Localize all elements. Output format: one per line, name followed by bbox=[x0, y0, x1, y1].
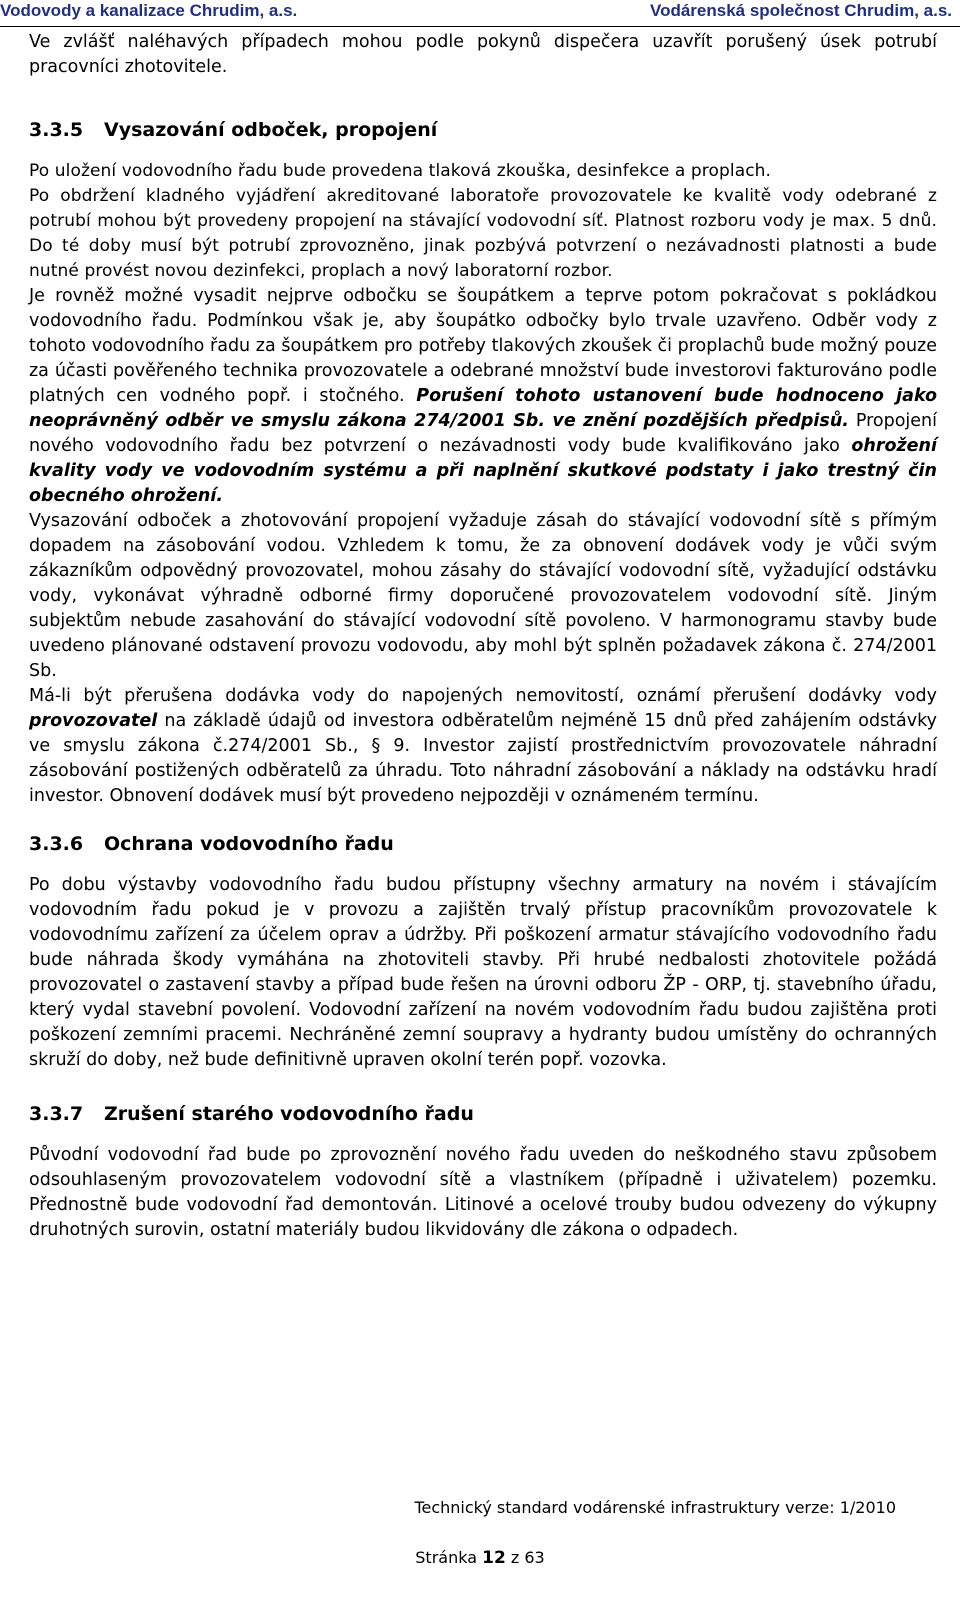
s335-paragraph-5: Má-li být přerušena dodávka vody do napojených nemovitostí, oznámí přerušení dodávky vody provozovatel na základě údajů od investora odběratelům nejméně 15 dnů před zahájením odstávky ve smyslu zákona č.274/2001 Sb., § 9. Investor zajistí prostřednictvím provozovatele náhradní zásobování postižených odběratelů za úhradu. Toto náhradní zásobování a náklady na odstávku hradí investor. Obnovení dodávek musí být provedeno nejpozději v oznámeném termínu. bbox=[29, 686, 937, 806]
document-body bbox=[29, 30, 937, 1243]
provozovatel-emphasis: provozovatel bbox=[29, 711, 158, 731]
header-right-company: Vodárenská společnost Chrudim, a.s. bbox=[650, 1, 952, 20]
section-3-3-5-heading bbox=[29, 115, 937, 145]
s335-paragraph-4: Vysazování odboček a zhotovování propojení vyžaduje zásah do stávající vodovodní sítě s přímým dopadem na zásobování vodou. Vzhledem k tomu, že za obnovení dodávek vody je vůči svým zákazníkům odpovědný provozovatel, mohou zásahy do stávající vodovodní sítě, vyžadující odstávku vody, vykonávat výhradně odborné firmy doporučené provozovatelem vodovodní sítě. Jiným subjektům nebude zasahování do stávající vodovodní sítě povoleno. V harmonogramu stavby bude uvedeno plánované odstavení provozu vodovodu, aby mohl být splněn požadavek zákona č. 274/2001 Sb. bbox=[29, 511, 937, 681]
warning-text-unauthorized: Porušení tohoto ustanovení bude hodnoceno jako neoprávněný odběr ve smyslu zákona 274/2001 Sb. ve znění pozdějších předpisů. bbox=[29, 386, 937, 431]
section-number: 3.3.7 bbox=[29, 1103, 84, 1125]
page-separator: z bbox=[510, 1548, 520, 1567]
footer-page-number bbox=[0, 1548, 960, 1568]
section-title: Zrušení starého vodovodního řadu bbox=[104, 1103, 474, 1125]
warning-text-water-quality: ohrožení kvality vody ve vodovodním systému a při naplnění skutkové podstaty i jako trestný čin obecného ohrožení. bbox=[29, 436, 937, 506]
section-3-3-6-heading bbox=[29, 829, 937, 859]
header-divider bbox=[0, 26, 960, 27]
section-title: Ochrana vodovodního řadu bbox=[104, 833, 394, 855]
s336-paragraph-1: Po dobu výstavby vodovodního řadu budou přístupny všechny armatury na novém i stávajícím vodovodním řadu pokud je v provozu a zajištěn trvalý přístup pracovníkům provozovatele k vodovodnímu zařízení za účelem oprav a údržby. Při poškození armatur stávajícího vodovodního řadu bude náhrada škody vymáhána na zhotoviteli stavby. Při hrubé nedbalosti zhotovitele požádá provozovatel o zastavení stavby a případ bude řešen na úrovni odboru ŽP - ORP, tj. stavebního úřadu, který vydal stavební povolení. Vodovodní zařízení na novém vodovodním řadu budou zajištěna proti poškození zemními pracemi. Nechráněné zemní soupravy a hydranty budou umístěny do ochranných skruží do doby, než bude definitivně upraven okolní terén popř. vozovka. bbox=[29, 875, 937, 1070]
page-prefix: Stránka bbox=[415, 1548, 478, 1567]
section-3-3-7-heading bbox=[29, 1099, 937, 1129]
s335-paragraph-2: Po obdržení kladného vyjádření akreditované laboratoře provozovatele ke kvalitě vody odebrané z potrubí mohou být provedeny propojení na stávající vodovodní síť. Platnost rozboru vody je max. 5 dnů. Do té doby musí být potrubí zprovozněno, jinak pozbývá potvrzení o nezávadnosti platnosti a bude nutné provést novou dezinfekci, proplach a nový laboratorní rozbor. bbox=[29, 186, 937, 281]
section-title: Vysazování odboček, propojení bbox=[104, 119, 438, 141]
page-header bbox=[0, 0, 960, 30]
page-total: 63 bbox=[524, 1548, 545, 1567]
header-left-company: Vodovody a kanalizace Chrudim, a.s. bbox=[0, 1, 298, 20]
intro-paragraph: Ve zvlášť naléhavých případech mohou podle pokynů dispečera uzavřít porušený úsek potrubí pracovníci zhotovitele. bbox=[29, 32, 937, 77]
s337-paragraph-1: Původní vodovodní řad bude po zprovoznění nového řadu uveden do neškodného stavu způsobem odsouhlaseným provozovatelem vodovodní sítě a vlastníkem (případně i uživatelem) pozemku. Přednostně bude vodovodní řad demontován. Litinové a ocelové trouby budou odvezeny do výkupny druhotných surovin, ostatní materiály budou likvidovány dle zákona o odpadech. bbox=[29, 1145, 937, 1240]
footer-standard: Technický standard vodárenské infrastruktury verze: 1/2010 bbox=[414, 1498, 896, 1517]
page-current: 12 bbox=[482, 1548, 506, 1568]
section-number: 3.3.6 bbox=[29, 833, 84, 855]
s335-paragraph-1: Po uložení vodovodního řadu bude provedena tlaková zkouška, desinfekce a proplach. bbox=[29, 161, 772, 181]
s335-paragraph-3: Je rovněž možné vysadit nejprve odbočku se šoupátkem a teprve potom pokračovat s pokládkou vodovodního řadu. Podmínkou však je, aby šoupátko odbočky bylo trvale uzavřeno. Odběr vody z tohoto vodovodního řadu za šoupátkem pro potřeby tlakových zkoušek či proplachů bude možný pouze za účasti pověřeného technika provozovatele a odebrané množství bude investorovi fakturováno podle platných cen vodného popř. i stočného. Porušení tohoto ustanovení bude hodnoceno jako neoprávněný odběr ve smyslu zákona 274/2001 Sb. ve znění pozdějších předpisů. Propojení nového vodovodního řadu bez potvrzení o nezávadnosti vody bude kvalifikováno jako ohrožení kvality vody ve vodovodním systému a při naplnění skutkové podstaty i jako trestný čin obecného ohrožení. bbox=[29, 286, 937, 506]
section-number: 3.3.5 bbox=[29, 119, 84, 141]
